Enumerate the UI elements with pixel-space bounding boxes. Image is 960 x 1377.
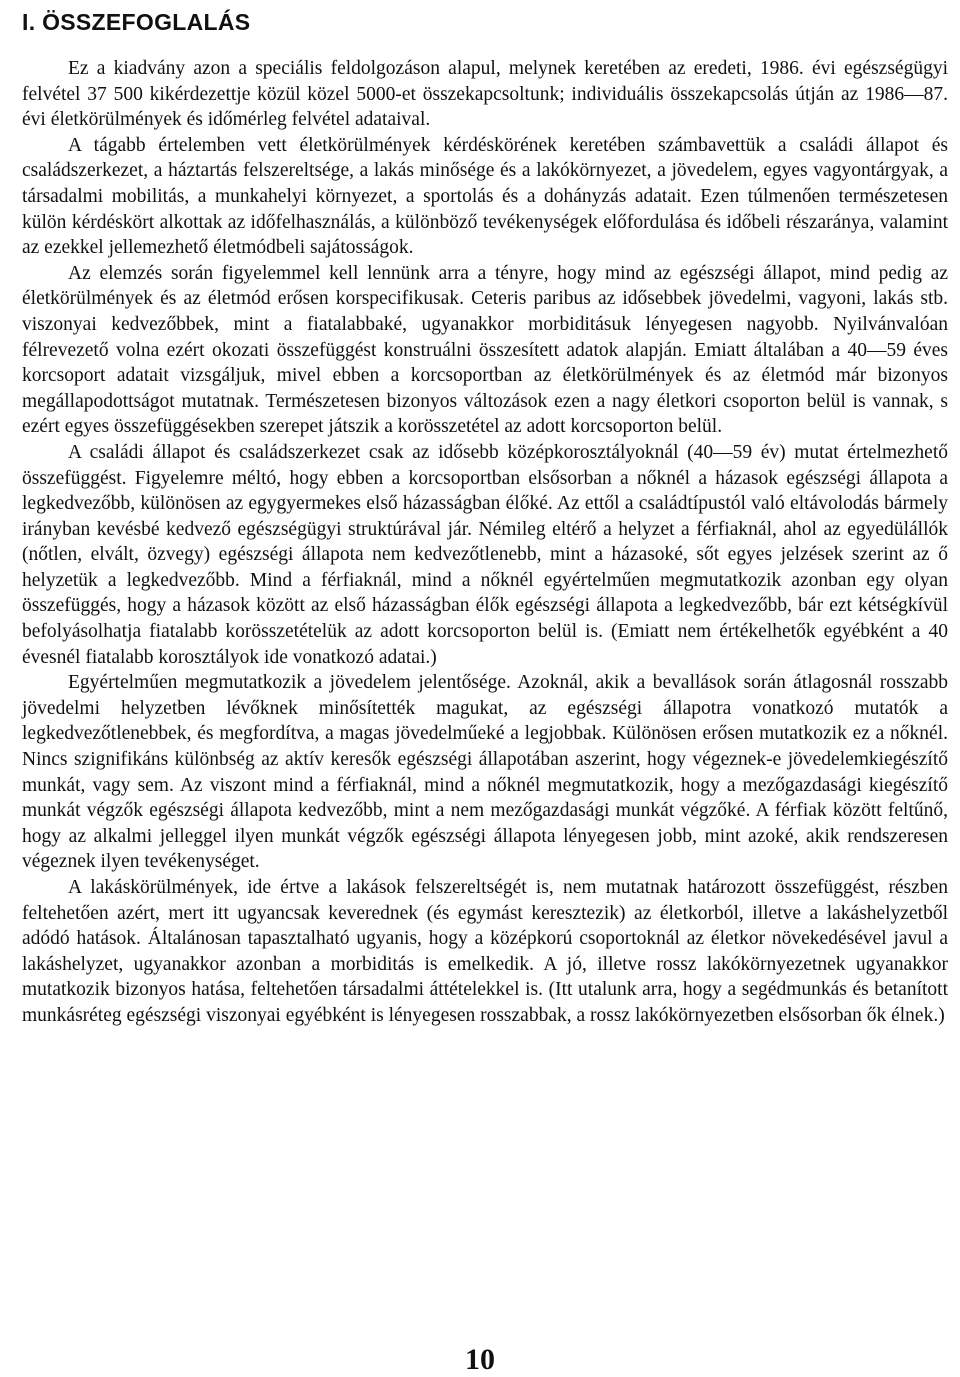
document-page (22, 6, 948, 1029)
paragraph-income: Egyértelműen megmutatkozik a jövedelem jelentősége. Azoknál, akik a bevallások során átlagosnál rosszabb jövedelmi helyzetben lévőknek minősítették magukat, az egészségi állapotra vonatkozó mutatók a legkedvezőtlenebbek, és megfordítva, a magas jövedelműeké a legjobbak. Különösen erősen mutatkozik ez a nőknél. Nincs szignifikáns különbség az aktív keresők egészségi állapotában aszerint, hogy végeznek-e jövedelemkiegészítő munkát, vagy sem. Az viszont mind a férfiaknál, mind a nőknél megmutatkozik, hogy a mezőgazdasági kiegészítő munkát végzők egészségi állapota kedvezőbb, mint a nem mezőgazdasági munkát végzőké. A férfiak között feltűnő, hogy az alkalmi jelleggel ilyen munkát végzők egészségi állapota lényegesen jobb, mint azoké, akik rendszeresen végeznek ilyen tevékenységet. (22, 672, 948, 873)
body-text (22, 56, 948, 1029)
page-number: 10 (465, 1343, 495, 1376)
paragraph-family-status: A családi állapot és családszerkezet csak az idősebb középkorosztályoknál (40—59 év) mutat értelmezhető összefüggést. Figyelemre méltó, hogy ebben a korcsoportban elsősorban a nőknél a házasok egészségi állapota a legkedvezőbb, különösen az egygyermekes első házasságban élőké. Az ettől a családtípustól való eltávolodás bármely irányban kevésbé kedvező egészségügyi struktúrával jár. Némileg eltérő a helyzet a férfiaknál, ahol az egyedülállók (nőtlen, elvált, özvegy) egészségi állapota nem kedvezőtlenebb, mint a házasoké, sőt egyes jelzések szerint az ő helyzetük a legkedvezőbb. Mind a férfiaknál, mind a nőknél egyértelműen megmutatkozik azonban egy olyan összefüggés, hogy a házasok között az első házasságban élők egészségi állapota a legkedvezőbb, bár ezt kétségkívül befolyásolhatja fiatalabb korösszetételük az adott korcsoporton belül is. (Emiatt nem értékelhetők egyébként a 40 évesnél fiatalabb korosztályok ide vonatkozó adatai.) (22, 441, 948, 668)
section-heading: I. ÖSSZEFOGLALÁS (22, 9, 251, 35)
paragraph-intro: Ez a kiadvány azon a speciális feldolgozáson alapul, melynek keretében az eredeti, 1986. évi egészségügyi felvétel 37 500 kikérdezettje közül közel 5000-et összekapcsoltunk; individuális összekapcsolás útján az 1986—87. évi életkörülmények és időmérleg felvétel adataival. (22, 58, 948, 131)
paragraph-housing: A lakáskörülmények, ide értve a lakások felszereltségét is, nem mutatnak határozott összefüggést, részben feltehetően azért, mert itt ugyancsak keverednek (és egymást keresztezik) az életkorból, illetve a lakáshelyzetből adódó hatások. Általánosan tapasztalható ugyanis, hogy a középkorú csoportoknál az életkor növekedésével javul a lakáshelyzet, ugyanakkor azonban a morbiditás is emelkedik. A jó, illetve rossz lakókörnyezetnek ugyanakkor mutatkozik bizonyos hatása, feltehetően társadalmi áttételekkel is. (Itt utalunk arra, hogy a segédmunkás és betanított munkásréteg egészségi viszonyai egyébként is lényegesen rosszabbak, a rossz lakókörnyezetben elsősorban ők élnek.) (22, 877, 948, 1026)
paragraph-age-specificity: Az elemzés során figyelemmel kell lennünk arra a tényre, hogy mind az egészségi állapot, mind pedig az életkörülmények és az életmód erősen korspecifikusak. Ceteris paribus az idősebbek jövedelmi, vagyoni, lakás stb. viszonyai kedvezőbbek, mint a fiatalabbaké, ugyanakkor morbiditásuk lényegesen nagyobb. Nyilvánvalóan félrevezető volna ezért okozati összefüggést konstruálni összesített adatok alapján. Emiatt általában a 40—59 éves korcsoport adatait vizsgáljuk, mivel ebben a korcsoportban az életkörülmények és az életmód már bizonyos megállapodottságot mutatnak. Természetesen bizonyos változások ezen a nagy életkori csoporton belül is vannak, s ezért egyes összefüggésekben szerepet játszik a korösszetétel az adott korcsoporton belül. (22, 262, 948, 438)
paragraph-living-conditions: A tágabb értelemben vett életkörülmények kérdéskörének keretében számbavettük a családi állapot és családszerkezet, a háztartás felszereltsége, a lakás minősége és a lakókörnyezet, a jövedelem, egyes vagyontárgyak, a társadalmi mobilitás, a munkahelyi környezet, a sportolás és a dohányzás adatait. Ezen túlmenően természetesen külön kérdéskört alkottak az időfelhasználás, a különböző tevékenységek előfordulása és időbeli részaránya, valamint az ezekkel jellemezhető életmódbeli sajátosságok. (22, 134, 948, 259)
